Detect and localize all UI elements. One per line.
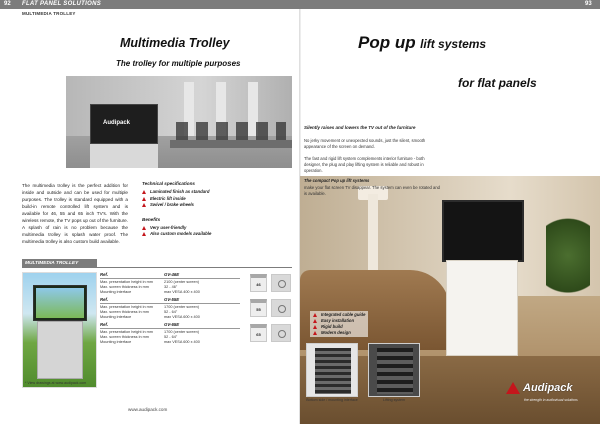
list-item: Electric lift inside [142, 196, 292, 203]
title-big: Pop up [358, 33, 416, 52]
spec-label: Mounting interface [100, 290, 132, 294]
spec-value: max VESA 600 x 400 [164, 340, 200, 344]
panel-header: MULTIMEDIA TROLLEY [22, 259, 97, 268]
compact-paragraph: make your flat screen TV disappear. The system can even be rotated and is available. [304, 185, 441, 196]
list-item: Also custom models available [142, 231, 292, 238]
spec-label: Mounting interface [100, 340, 132, 344]
list-item: Integrated cable guide [313, 312, 365, 318]
size-chip: 65 [250, 324, 267, 342]
product-photo [22, 272, 97, 388]
triangle-bullet-icon [142, 203, 146, 207]
spec-label: Max. presentation height in mm [100, 280, 153, 284]
triangle-bullet-icon [142, 197, 146, 201]
intro-paragraph-1: No jerky movement or unexpected sounds, just the silent, smooth appearance of the screen on demand. [304, 138, 426, 149]
triangle-bullet-icon [313, 319, 317, 323]
list-item: Laminated finish as standard [142, 189, 292, 196]
triangle-bullet-icon [313, 331, 317, 335]
list-item: Easy installation [313, 318, 365, 324]
right-title-line2: for flat panels [458, 76, 537, 90]
spec-label: Max. screen thickness in mm [100, 310, 149, 314]
spec-label: Max. presentation height in mm [100, 330, 153, 334]
dimension-icon [271, 324, 291, 342]
list-item: Swivel / brake wheels [142, 202, 292, 209]
photo-caption: * View drawings at www.audipack.com [25, 381, 87, 385]
lift-cabinet [446, 260, 518, 356]
product-row [100, 297, 292, 320]
spec-value: 1700 (center screen) [164, 305, 200, 309]
specs-list [142, 189, 292, 209]
spec-label: Max. presentation height in mm [100, 305, 153, 309]
ref-label: Ref. [100, 272, 109, 277]
triangle-bullet-icon [142, 190, 146, 194]
dimension-icon [271, 274, 291, 292]
dimension-icon [271, 299, 291, 317]
intro-heading: Silently raises and lowers the TV out of the furniture [304, 125, 416, 130]
intro-paragraph-2: The fast and rigid lift system complements interior furniture - both designer, the plug and play lifting system is reliable and robust in operation. [304, 156, 425, 173]
page-number-left: 92 [4, 1, 11, 7]
spec-label: Mounting interface [100, 315, 132, 319]
product-code: GV-46E [164, 272, 180, 277]
ref-label: Ref. [100, 322, 109, 327]
features-list [310, 311, 368, 337]
detail-caption-1: Bottom side / mounting interface [306, 398, 358, 402]
product-panel [22, 259, 292, 399]
spec-label: Max. screen thickness in mm [100, 285, 149, 289]
trolley-cabinet [90, 144, 158, 168]
triangle-bullet-icon [313, 313, 317, 317]
spec-value: 1700 (center screen) [164, 330, 200, 334]
intro-paragraph: The multimedia trolley is the perfect addition for inside and outside and can be used for multiple purposes. The trolley is standard equipped with a build-in remote controlled lift system and is available for 46, 55 and 65 inch TV's. With the wireless remote, the TV pops up out of the furniture. A splash of rain is no problem because the multimedia trolley is splash water proof. The multimedia trolley is also custom build available. [22, 183, 128, 244]
list-item: Rigid build [313, 324, 365, 330]
benefits-list [142, 225, 292, 238]
triangle-bullet-icon [142, 232, 146, 236]
detail-photo-1 [306, 343, 358, 397]
page-subtitle: The trolley for multiple purposes [116, 59, 241, 68]
top-bar [0, 0, 600, 9]
list-item: Very user-friendly [142, 225, 292, 232]
brand-logo [506, 382, 573, 394]
specs-block [142, 181, 292, 246]
brand-tagline: the strength in audiovisual solutions [524, 398, 578, 402]
product-code: GV-65E [164, 322, 180, 327]
tv-screen [90, 104, 158, 144]
size-chip: 55 [250, 299, 267, 317]
ref-label: Ref. [100, 297, 109, 302]
list-item: Modern design [313, 330, 365, 336]
detail-photo-2 [368, 343, 420, 397]
popup-tv [442, 200, 524, 262]
specs-heading: Technical specifications [142, 181, 195, 186]
subsection-title: MULTIMEDIA TROLLEY [22, 11, 76, 16]
spec-value: 32 - 46" [164, 285, 178, 289]
page-number-right: 93 [585, 1, 592, 7]
spec-label: Max. screen thickness in mm [100, 335, 149, 339]
triangle-bullet-icon [142, 226, 146, 230]
benefits-heading: Benefits [142, 216, 161, 222]
spec-value: 52 - 64" [164, 335, 178, 339]
hero-photo [66, 76, 292, 168]
detail-caption-2: Lifting system [383, 398, 405, 402]
size-chip: 46 [250, 274, 267, 292]
brand-triangle-icon [506, 382, 520, 394]
footer-url[interactable]: www.audipack.com [128, 407, 168, 412]
spec-value: max VESA 600 x 400 [164, 315, 200, 319]
product-code: GV-55E [164, 297, 180, 302]
spec-value: max VESA 400 x 400 [164, 290, 200, 294]
page-title: Multimedia Trolley [120, 36, 230, 50]
spec-value: 52 - 64" [164, 310, 178, 314]
compact-heading: The compact Pop up lift systems [304, 178, 370, 183]
brand-logo: Audipack [103, 120, 131, 126]
brand-name: Audipack [523, 382, 573, 394]
section-title: FLAT PANEL SOLUTIONS [22, 1, 101, 7]
spec-value: 2100 (center screen) [164, 280, 200, 284]
title-small: lift systems [420, 37, 487, 51]
product-row [100, 272, 292, 295]
right-title [358, 33, 486, 53]
triangle-bullet-icon [313, 325, 317, 329]
product-row [100, 322, 292, 345]
